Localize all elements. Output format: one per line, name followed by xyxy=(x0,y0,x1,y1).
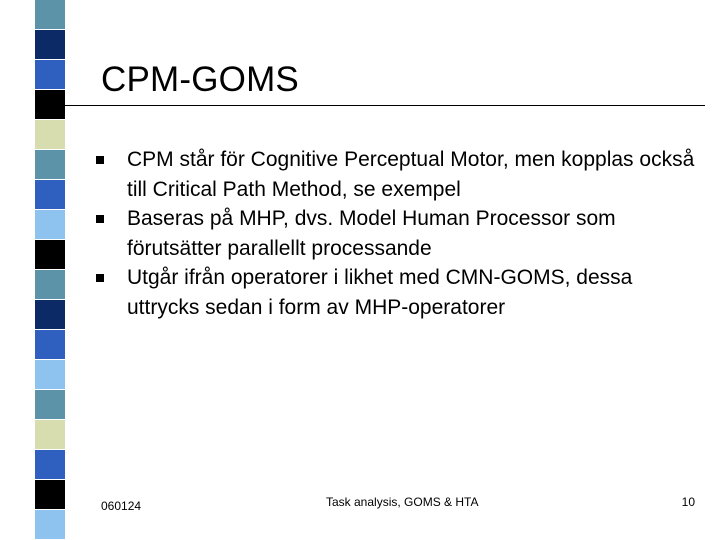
decorative-stripe xyxy=(35,300,65,330)
decorative-stripe-bar xyxy=(35,0,65,540)
footer-title: Task analysis, GOMS & HTA xyxy=(326,495,479,509)
decorative-stripe xyxy=(35,120,65,150)
page-number: 10 xyxy=(681,495,695,509)
decorative-stripe xyxy=(35,210,65,240)
decorative-stripe xyxy=(35,150,65,180)
decorative-stripe xyxy=(35,90,65,120)
bullet-item xyxy=(96,263,706,322)
square-bullet-icon xyxy=(96,274,104,282)
decorative-stripe xyxy=(35,0,65,30)
bullet-text: Utgår ifrån operatorer i likhet med CMN-GOMS, dessa uttrycks sedan i form av MHP-operatorer xyxy=(127,266,633,319)
square-bullet-icon xyxy=(96,156,104,164)
decorative-stripe xyxy=(35,240,65,270)
footer-date: 060124 xyxy=(101,499,142,513)
decorative-stripe xyxy=(35,360,65,390)
bullet-item xyxy=(96,145,706,204)
bullet-item xyxy=(96,204,706,263)
decorative-stripe xyxy=(35,480,65,510)
decorative-stripe xyxy=(35,510,65,540)
slide-title: CPM-GOMS xyxy=(101,60,299,99)
decorative-stripe xyxy=(35,270,65,300)
decorative-stripe xyxy=(35,180,65,210)
decorative-stripe xyxy=(35,450,65,480)
decorative-stripe xyxy=(35,330,65,360)
bullet-text: CPM står för Cognitive Perceptual Motor, men kopplas också till Critical Path Method, se exempel xyxy=(127,148,695,201)
decorative-stripe xyxy=(35,390,65,420)
bullet-text: Baseras på MHP, dvs. Model Human Processor som förutsätter parallellt processande xyxy=(127,207,616,260)
decorative-stripe xyxy=(35,60,65,90)
decorative-stripe xyxy=(35,420,65,450)
title-divider xyxy=(65,105,705,106)
square-bullet-icon xyxy=(96,215,104,223)
decorative-stripe xyxy=(35,30,65,60)
bullet-list xyxy=(96,145,706,322)
